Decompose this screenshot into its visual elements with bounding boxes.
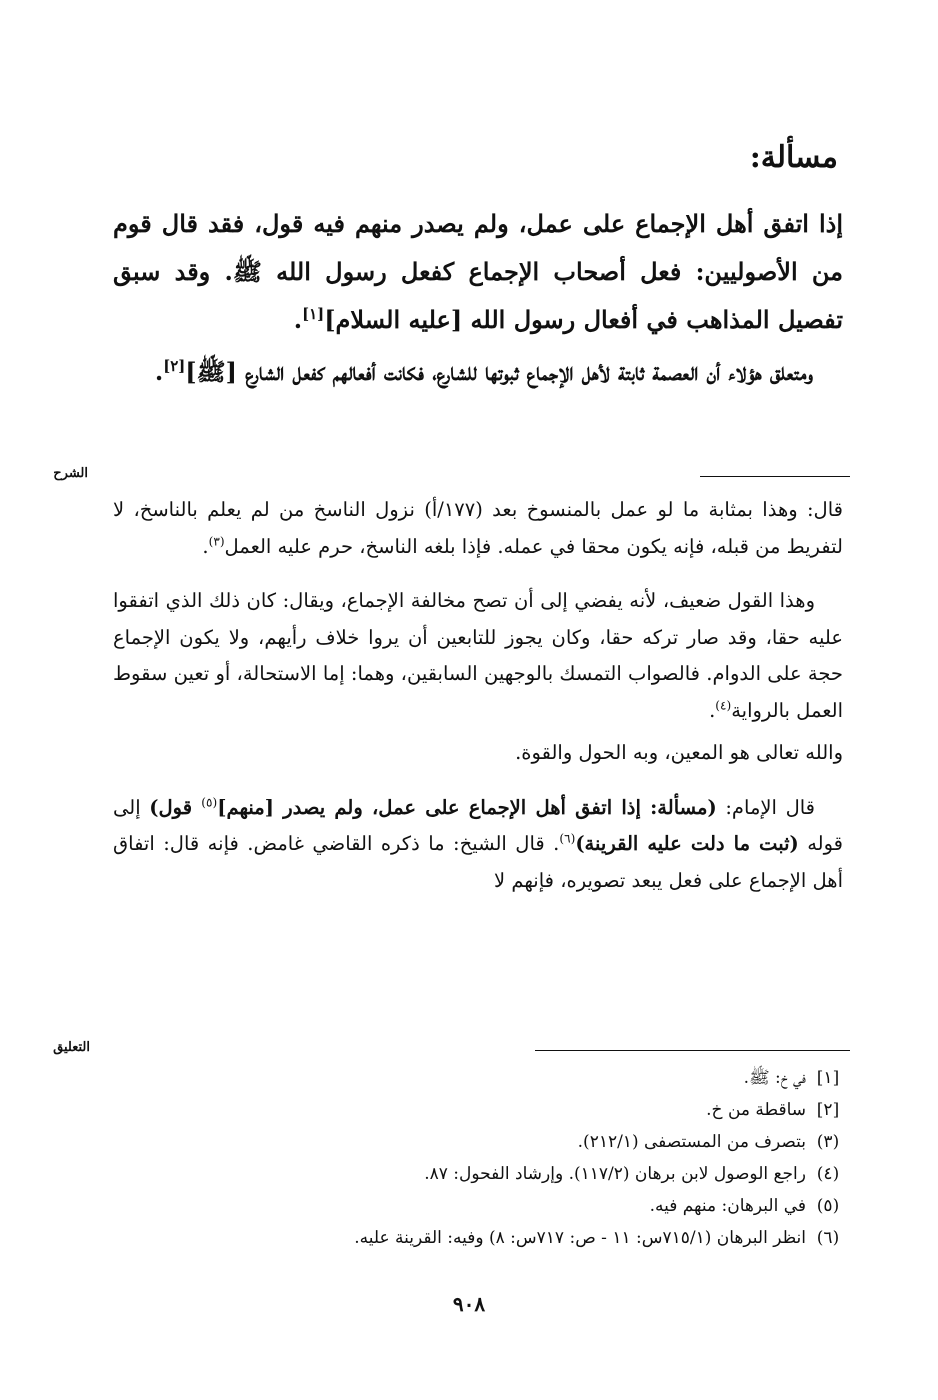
footnote-text: انظر البرهان (٧١٥/١س: ١١ - ص: ٧١٧س: ٨) وفيه: القرينة عليه. xyxy=(354,1228,806,1248)
sharh-section-label: الشرح xyxy=(53,466,88,481)
footnote-ref-5[interactable]: (٥) xyxy=(201,795,218,809)
sharh-paragraph-2-end: . xyxy=(709,698,716,722)
sharh-quote-start: (مسألة: إذا اتفق أهل الإجماع على عمل، ولم يصدر [منهم] xyxy=(217,795,717,819)
footnote-6 xyxy=(110,1222,850,1254)
sharh-paragraph-4-intro: قال الإمام: xyxy=(716,795,815,819)
footnote-5 xyxy=(110,1190,850,1222)
footnote-3 xyxy=(110,1126,850,1158)
footnotes-list xyxy=(110,1062,850,1254)
footnote-number: [٢] xyxy=(816,1100,840,1120)
footnote-number: (٣) xyxy=(816,1132,840,1152)
sharh-divider xyxy=(700,476,850,477)
main-text xyxy=(113,200,843,396)
sharh-paragraph-1-text: قال: وهذا بمثابة ما لو عمل بالمنسوخ بعد (١٧٧/أ) نزول الناسخ من لم يعلم بالناسخ، لا لتفريط من قبله، فإنه يكون محقا في عمله. فإذا بلغه الناسخ، حرم عليه العمل xyxy=(113,498,843,558)
footnote-number: (٦) xyxy=(816,1228,840,1248)
sharh-connector: إلى قوله xyxy=(113,795,843,855)
sharh-quote-2: (ثبت ما دلت عليه القرينة) xyxy=(575,832,799,855)
footnote-ref-1[interactable]: [١] xyxy=(302,305,325,323)
sharh-text xyxy=(113,492,843,917)
footnote-text: في البرهان: منهم فيه. xyxy=(649,1196,806,1216)
footnote-number: (٥) xyxy=(816,1196,840,1216)
sharh-paragraph-3: والله تعالى هو المعين، وبه الحول والقوة. xyxy=(515,741,843,764)
sharh-quote-end: قول) xyxy=(149,795,202,819)
footnote-2 xyxy=(110,1094,850,1126)
footnote-text: في خ: ﷺ. xyxy=(743,1068,806,1088)
sharh-paragraph-2-text: وهذا القول ضعيف، لأنه يفضي إلى أن تصح مخالفة الإجماع، ويقال: كان ذلك الذي اتفقوا عليه حقا، وقد صار تركه حقا، وكان يجوز للتابعين أن يروا خلاف رأيهم، ولا يكون الإجماع حجة على الدوام. فالصواب التمسك بالوجهين السابقين، وهما: إما الاستحالة، أو تعين سقوط العمل بالرواية xyxy=(113,589,843,722)
footnote-number: (٤) xyxy=(816,1164,840,1184)
taliq-divider xyxy=(535,1050,850,1051)
footnote-text: ساقطة من خ. xyxy=(706,1100,806,1120)
sharh-paragraph-4-rest: . قال الشيخ: ما ذكره القاضي غامض. فإنه قال: اتفاق أهل الإجماع على فعل يبعد تصويره، فإنهم لا xyxy=(113,832,843,892)
sharh-paragraph-2 xyxy=(113,583,843,729)
main-paragraph-2-text: ومتعلق هؤلاء أن العصمة ثابتة لأهل الإجماع ثبوتها للشارع، فكانت أفعالهم كفعل الشارع [ﷺ] xyxy=(185,357,813,386)
footnote-4 xyxy=(110,1158,850,1190)
main-paragraph-1-text: إذا اتفق أهل الإجماع على عمل، ولم يصدر منهم فيه قول، فقد قال قوم من الأصوليين: فعل أصحاب الإجماع كفعل رسول الله ﷺ. وقد سبق تفصيل المذاهب في أفعال رسول الله [عليه السلام] xyxy=(113,209,843,334)
footnote-ref-2[interactable]: [٢] xyxy=(163,357,186,375)
footnote-text: راجع الوصول لابن برهان (١١٧/٢). وإرشاد الفحول: ٨٧. xyxy=(424,1164,806,1184)
footnote-ref-6[interactable]: (٦) xyxy=(559,831,576,846)
page-number: ٩٠٨ xyxy=(452,1292,486,1316)
footnote-text: بتصرف من المستصفى (٢١٢/١). xyxy=(577,1132,806,1152)
main-paragraph-1-end: . xyxy=(293,305,303,334)
footnote-ref-3[interactable]: (٣) xyxy=(208,534,225,548)
footnote-1 xyxy=(110,1062,850,1094)
taliq-section-label: التعليق xyxy=(53,1040,90,1055)
sharh-paragraph-1 xyxy=(113,492,843,565)
main-paragraph-2-end: . xyxy=(154,357,164,386)
footnote-number: [١] xyxy=(816,1068,840,1088)
main-paragraph-2 xyxy=(113,348,843,396)
sharh-paragraph-1-end: . xyxy=(202,534,209,558)
footnote-ref-4[interactable]: (٤) xyxy=(715,698,732,712)
main-paragraph-1 xyxy=(113,200,843,344)
sharh-paragraph-4 xyxy=(113,790,843,900)
issue-heading: مسألة: xyxy=(749,140,838,175)
